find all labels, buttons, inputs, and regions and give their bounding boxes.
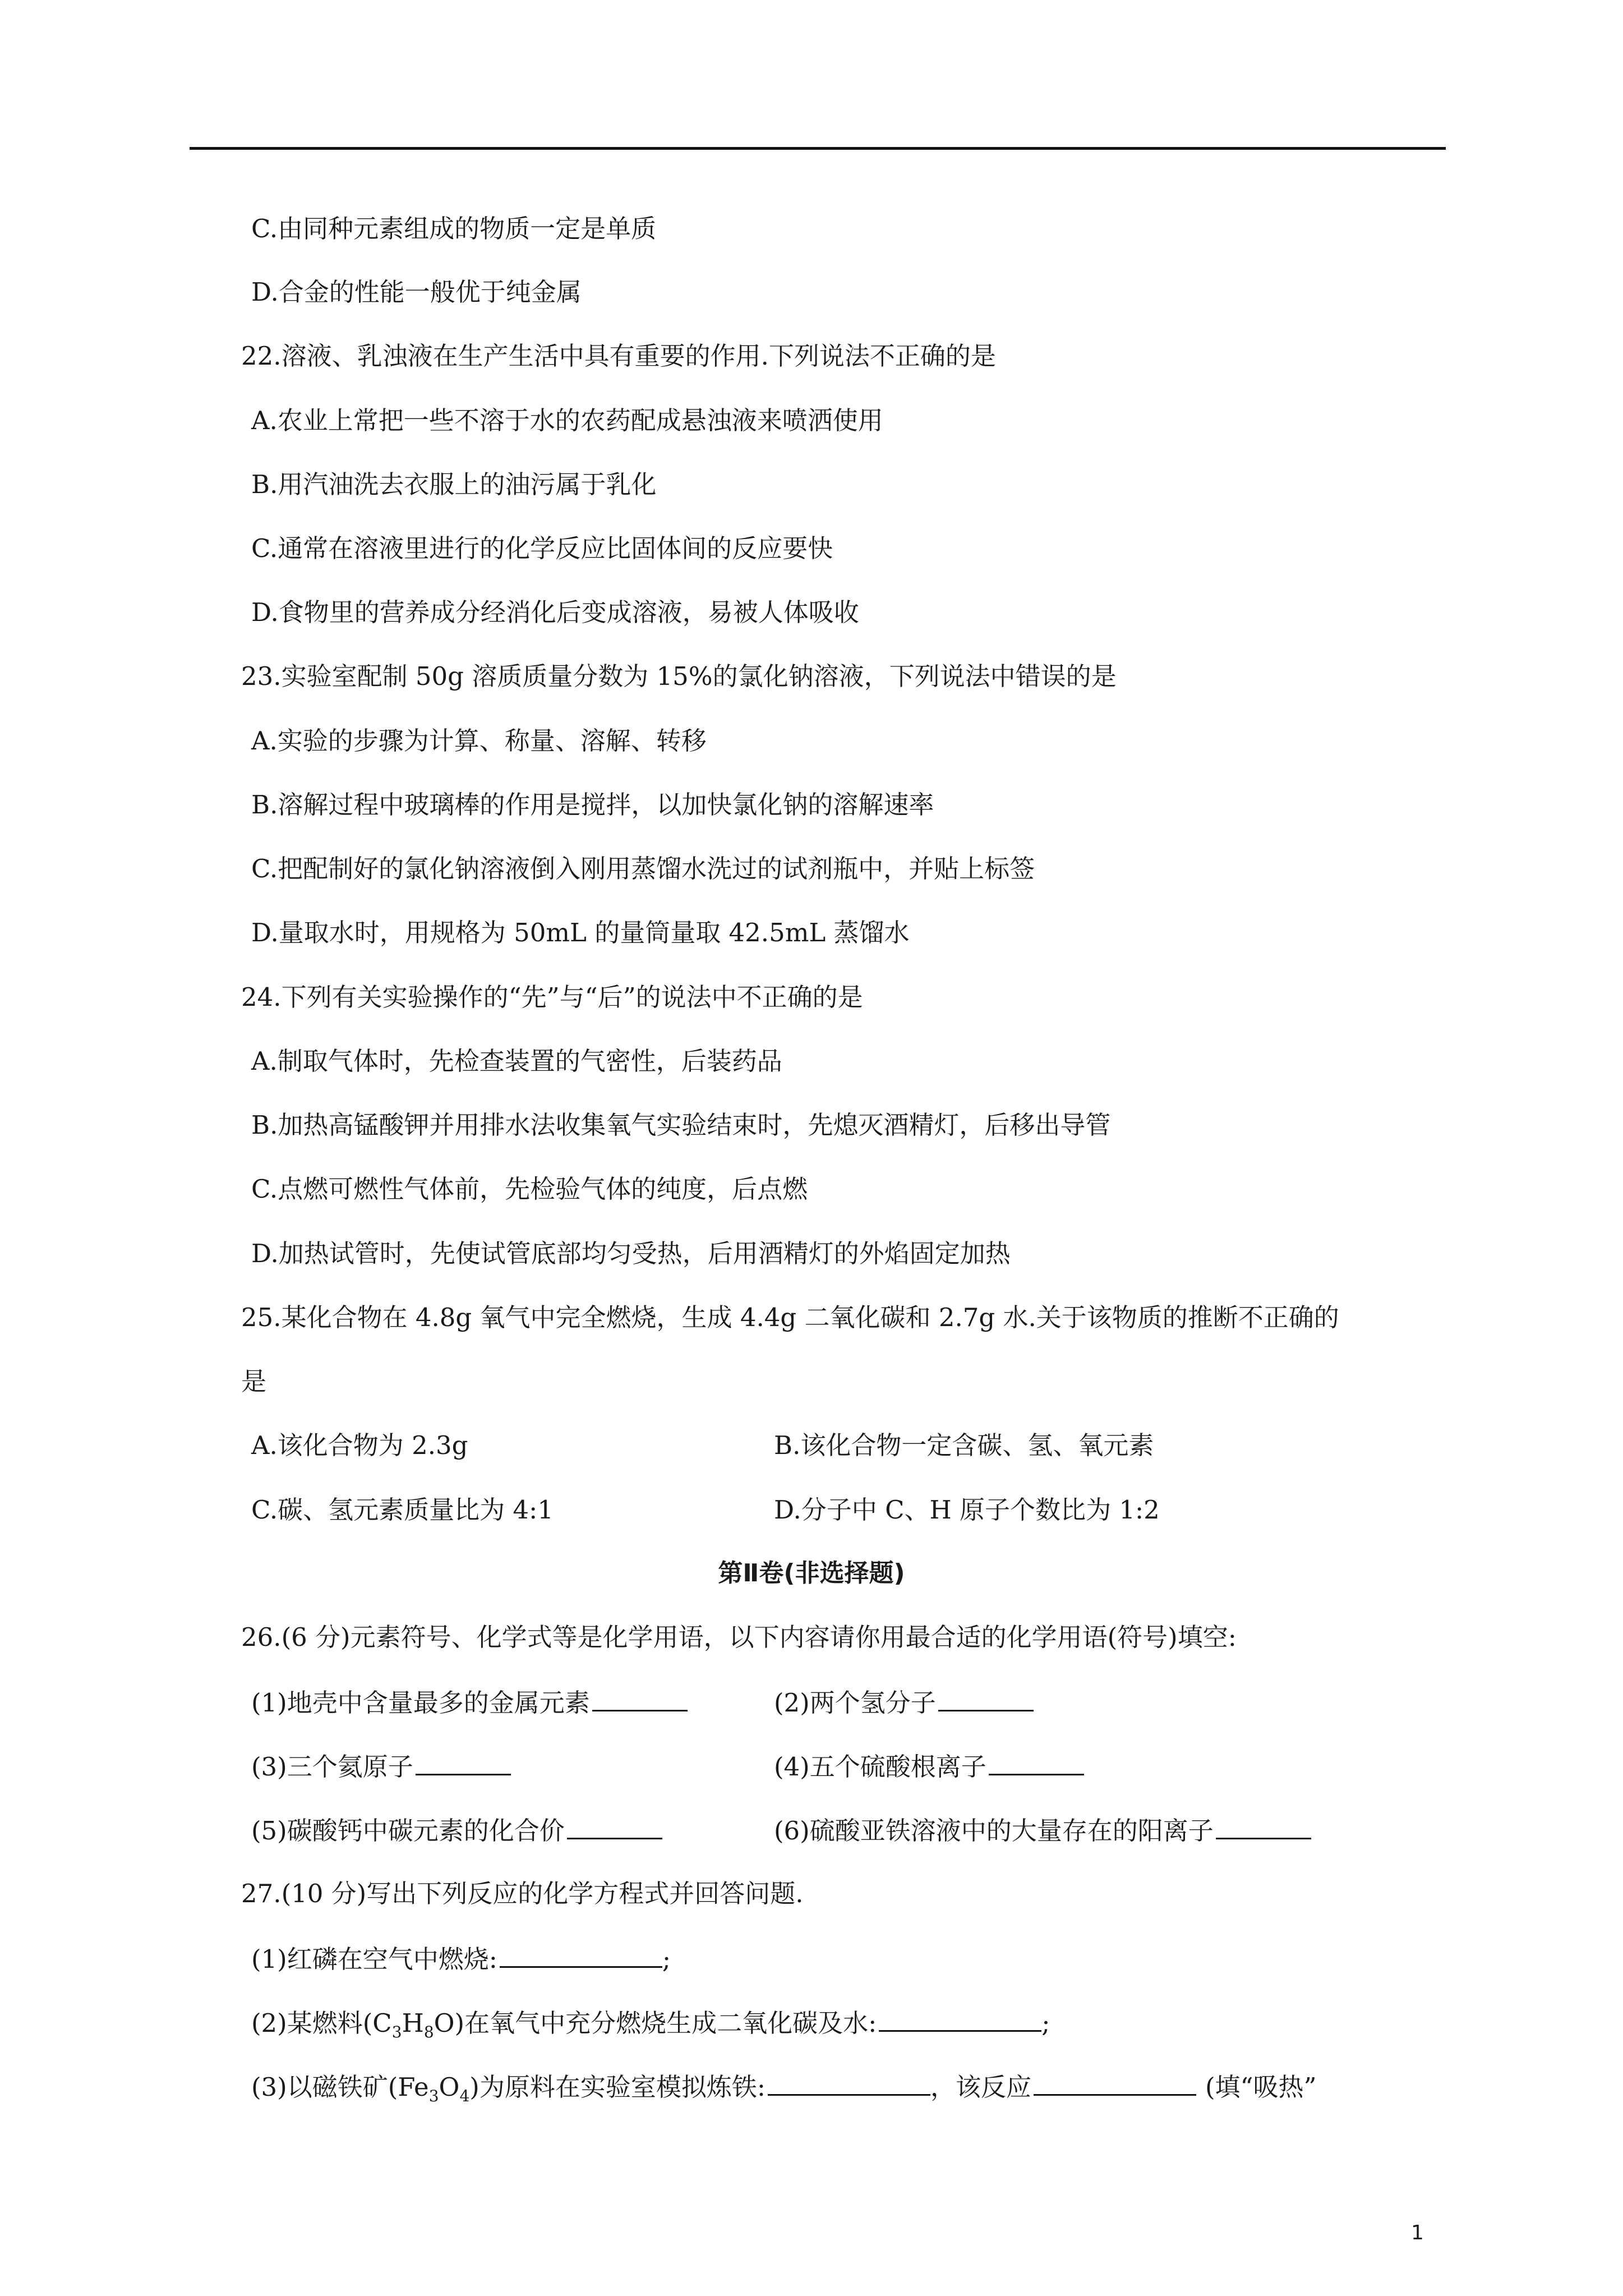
q26-item-6-text: (6)硫酸亚铁溶液中的大量存在的阳离子 <box>774 1816 1214 1846</box>
answer-blank[interactable] <box>768 2069 930 2096</box>
q23-option-d: D.量取水时，用规格为 50mL 的量筒量取 42.5mL 蒸馏水 <box>251 918 910 947</box>
q25-option-a: A.该化合物为 2.3g <box>251 1430 468 1460</box>
question-27: 27.(10 分)写出下列反应的化学方程式并回答问题. <box>241 1879 804 1908</box>
q26-item-5-text: (5)碳酸钙中碳元素的化合价 <box>251 1816 565 1846</box>
question-25-continuation: 是 <box>241 1366 267 1396</box>
q25-option-c: C.碳、氢元素质量比为 4:1 <box>251 1495 554 1525</box>
q24-option-b: B.加热高锰酸钾并用排水法收集氧气实验结束时，先熄灭酒精灯，后移出导管 <box>251 1110 1111 1140</box>
q24-option-d: D.加热试管时，先使试管底部均匀受热，后用酒精灯的外焰固定加热 <box>251 1239 1011 1268</box>
q27-item-1 <box>251 1941 671 1976</box>
q21-option-d: D.合金的性能一般优于纯金属 <box>251 277 582 307</box>
q26-item-4 <box>774 1749 1084 1784</box>
q26-item-2 <box>774 1685 1034 1720</box>
question-22: 22.溶液、乳浊液在生产生活中具有重要的作用.下列说法不正确的是 <box>241 341 996 371</box>
q23-option-c: C.把配制好的氯化钠溶液倒入刚用蒸馏水洗过的试剂瓶中，并贴上标签 <box>251 854 1035 884</box>
q21-option-c: C.由同种元素组成的物质一定是单质 <box>251 214 657 243</box>
subscript: 3 <box>428 2087 439 2105</box>
q26-item-2-text: (2)两个氢分子 <box>774 1688 936 1718</box>
question-25: 25.某化合物在 4.8g 氧气中完全燃烧，生成 4.4g 二氧化碳和 2.7g 水.关于该物质的推断不正确的 <box>241 1303 1339 1332</box>
q26-item-1 <box>251 1685 688 1720</box>
q22-option-c: C.通常在溶液里进行的化学反应比固体间的反应要快 <box>251 533 833 563</box>
q27-item-3-text: )为原料在实验室模拟炼铁: <box>469 2072 766 2102</box>
q27-item-3-tail: (填“吸热” <box>1205 2072 1317 2102</box>
q25-option-d: D.分子中 C、H 原子个数比为 1:2 <box>774 1495 1160 1525</box>
header-rule <box>190 147 1446 150</box>
q27-item-2-text: O)在氧气中充分燃烧生成二氧化碳及水: <box>434 2008 877 2038</box>
question-26: 26.(6 分)元素符号、化学式等是化学用语，以下内容请你用最合适的化学用语(符号)填空: <box>241 1622 1237 1652</box>
page-number: 1 <box>1411 2221 1424 2244</box>
q24-option-c: C.点燃可燃性气体前，先检验气体的纯度，后点燃 <box>251 1174 808 1204</box>
q26-item-6 <box>774 1813 1311 1848</box>
answer-blank[interactable] <box>879 2005 1041 2032</box>
q27-item-3-prefix: (3)以磁铁矿(Fe <box>251 2072 429 2102</box>
answer-blank[interactable] <box>416 1749 511 1775</box>
formula-part: O <box>439 2072 460 2102</box>
question-23: 23.实验室配制 50g 溶质质量分数为 15%的氯化钠溶液，下列说法中错误的是 <box>241 661 1117 691</box>
subscript: 8 <box>423 2023 434 2041</box>
q23-option-a: A.实验的步骤为计算、称量、溶解、转移 <box>251 726 707 756</box>
q27-item-1-end: ; <box>662 1944 671 1974</box>
q27-item-2-end: ; <box>1041 2008 1050 2038</box>
q22-option-a: A.农业上常把一些不溶于水的农药配成悬浊液来喷洒使用 <box>251 406 883 435</box>
subscript: 3 <box>391 2023 402 2041</box>
answer-blank[interactable] <box>1216 1813 1311 1839</box>
subscript: 4 <box>459 2087 470 2105</box>
q27-item-1-text: (1)红磷在空气中燃烧: <box>251 1944 497 1974</box>
formula-part: H <box>402 2008 424 2038</box>
q23-option-b: B.溶解过程中玻璃棒的作用是搅拌，以加快氯化钠的溶解速率 <box>251 790 934 820</box>
q26-item-1-text: (1)地壳中含量最多的金属元素 <box>251 1688 590 1718</box>
answer-blank[interactable] <box>500 1941 662 1968</box>
q26-item-4-text: (4)五个硫酸根离子 <box>774 1752 986 1782</box>
q27-item-2-prefix: (2)某燃料(C <box>251 2008 392 2038</box>
answer-blank[interactable] <box>938 1685 1034 1711</box>
q26-item-5 <box>251 1813 662 1848</box>
question-24: 24.下列有关实验操作的“先”与“后”的说法中不正确的是 <box>241 982 863 1012</box>
q26-item-3 <box>251 1749 511 1784</box>
section-title: 第Ⅱ卷(非选择题) <box>718 1559 905 1588</box>
answer-blank[interactable] <box>592 1685 688 1711</box>
q22-option-b: B.用汽油洗去衣服上的油污属于乳化 <box>251 470 657 499</box>
answer-blank[interactable] <box>989 1749 1084 1775</box>
q24-option-a: A.制取气体时，先检查装置的气密性，后装药品 <box>251 1046 782 1076</box>
answer-blank[interactable] <box>1034 2069 1196 2096</box>
answer-blank[interactable] <box>567 1813 662 1839</box>
q27-item-3 <box>251 2069 1317 2113</box>
q27-item-2 <box>251 2005 1050 2049</box>
q27-item-3-comma: ，该反应 <box>930 2072 1031 2102</box>
q26-item-3-text: (3)三个氦原子 <box>251 1752 413 1782</box>
q25-option-b: B.该化合物一定含碳、氢、氧元素 <box>774 1430 1154 1460</box>
q22-option-d: D.食物里的营养成分经消化后变成溶液，易被人体吸收 <box>251 597 859 627</box>
